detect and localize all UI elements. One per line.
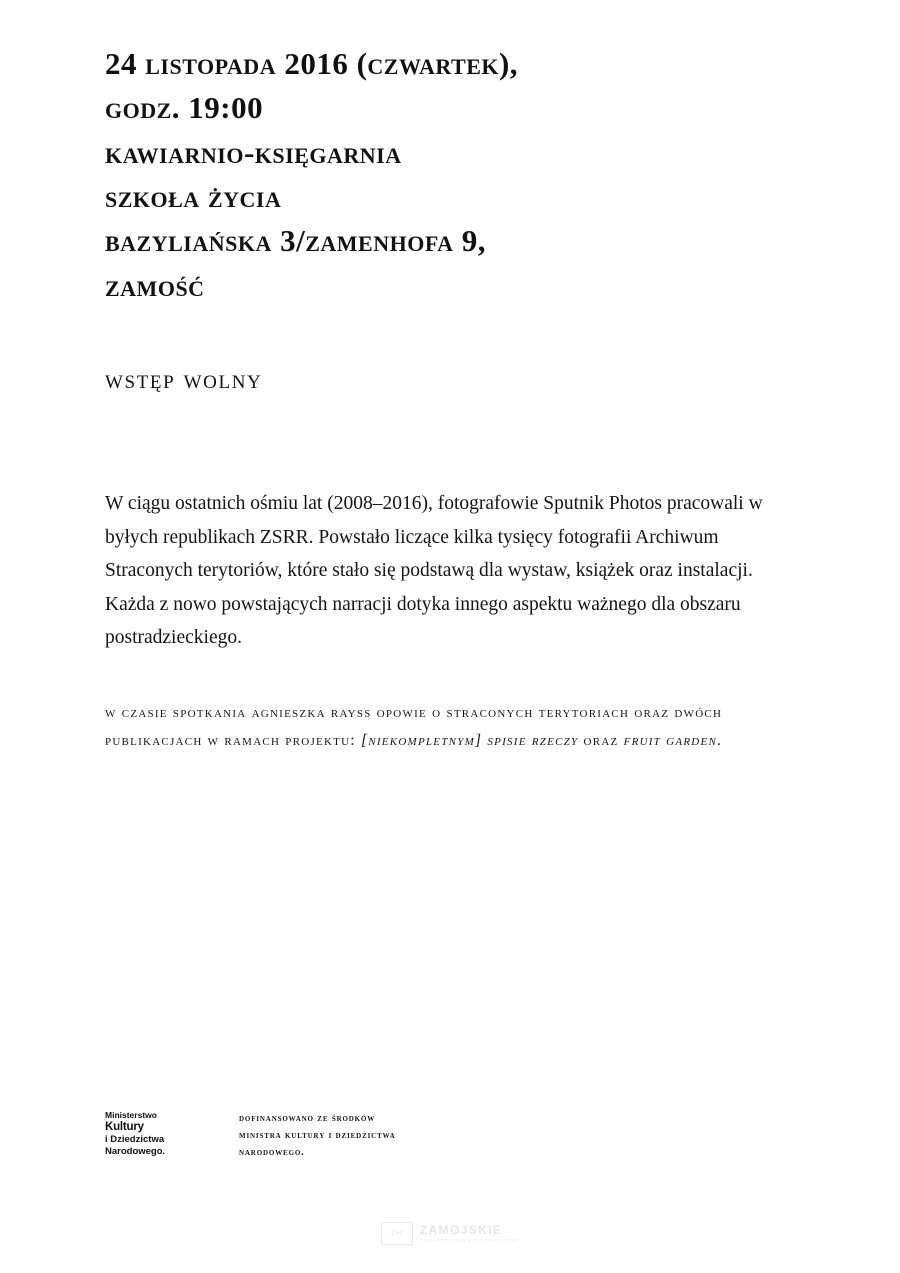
- ministry-logo-line-2: Kultury: [105, 1121, 144, 1134]
- note-line-1: w czasie spotkania agnieszka rayss opowie o straconych: [105, 703, 534, 721]
- ministry-logo: [105, 1110, 197, 1158]
- ministry-logo-line-3: i Dziedzictwa: [105, 1134, 165, 1146]
- event-headline: [105, 42, 795, 308]
- note-conjunction: oraz: [578, 732, 624, 750]
- funding-line-2: ministra kultury i dziedzictwa: [239, 1130, 396, 1141]
- event-note: [105, 699, 765, 756]
- watermark-subtitle: TOWARZYSTWO FOTOGRAFICZNE: [419, 1237, 520, 1243]
- note-line-2: terytoriach oraz dwóch publikacjach w ramach projektu:: [105, 703, 723, 750]
- bottom-watermark: [0, 1222, 900, 1245]
- watermark-text: [420, 1224, 520, 1243]
- watermark-name: ZAMOJSKIE: [419, 1223, 503, 1238]
- note-title-one: [niekompletnym] spisie rzeczy: [361, 732, 579, 750]
- ministry-logo-line-4: Narodowego.: [105, 1145, 166, 1157]
- free-entry-label: wstęp wolny: [105, 363, 263, 394]
- headline-line-2: godz. 19:00: [105, 90, 264, 126]
- headline-line-3: kawiarnio-księgarnia: [105, 134, 402, 170]
- footer-credits: [105, 1110, 795, 1161]
- poster-content: [105, 42, 795, 756]
- ministry-logo-line-1: Ministerstwo: [105, 1110, 157, 1120]
- note-end-punctuation: .: [717, 732, 723, 750]
- headline-line-6: zamość: [105, 267, 205, 303]
- funding-line-3: narodowego.: [239, 1147, 305, 1158]
- headline-line-5: bazyliańska 3/zamenhofa 9,: [105, 223, 487, 259]
- note-title-two: fruit garden: [623, 732, 718, 750]
- funding-statement: [239, 1110, 396, 1161]
- body-paragraph: W ciągu ostatnich ośmiu lat (2008–2016), fotografowie Sputnik Photos pracowali w byłych republikach ZSRR. Powstało liczące kilka tysięcy fotografii Archiwum Straconych terytoriów, które stało się podstawą dla wystaw, książek oraz instalacji. Każda z nowo powstających narracji dotyka innego aspektu ważnego dla obszaru postradzieckiego.: [105, 492, 763, 649]
- headline-line-1: 24 listopada 2016 (czwartek),: [105, 46, 519, 81]
- watermark-badge-icon: ZH: [381, 1222, 413, 1245]
- headline-line-4: szkoła życia: [105, 178, 282, 214]
- funding-line-1: dofinansowano ze środków: [239, 1113, 376, 1124]
